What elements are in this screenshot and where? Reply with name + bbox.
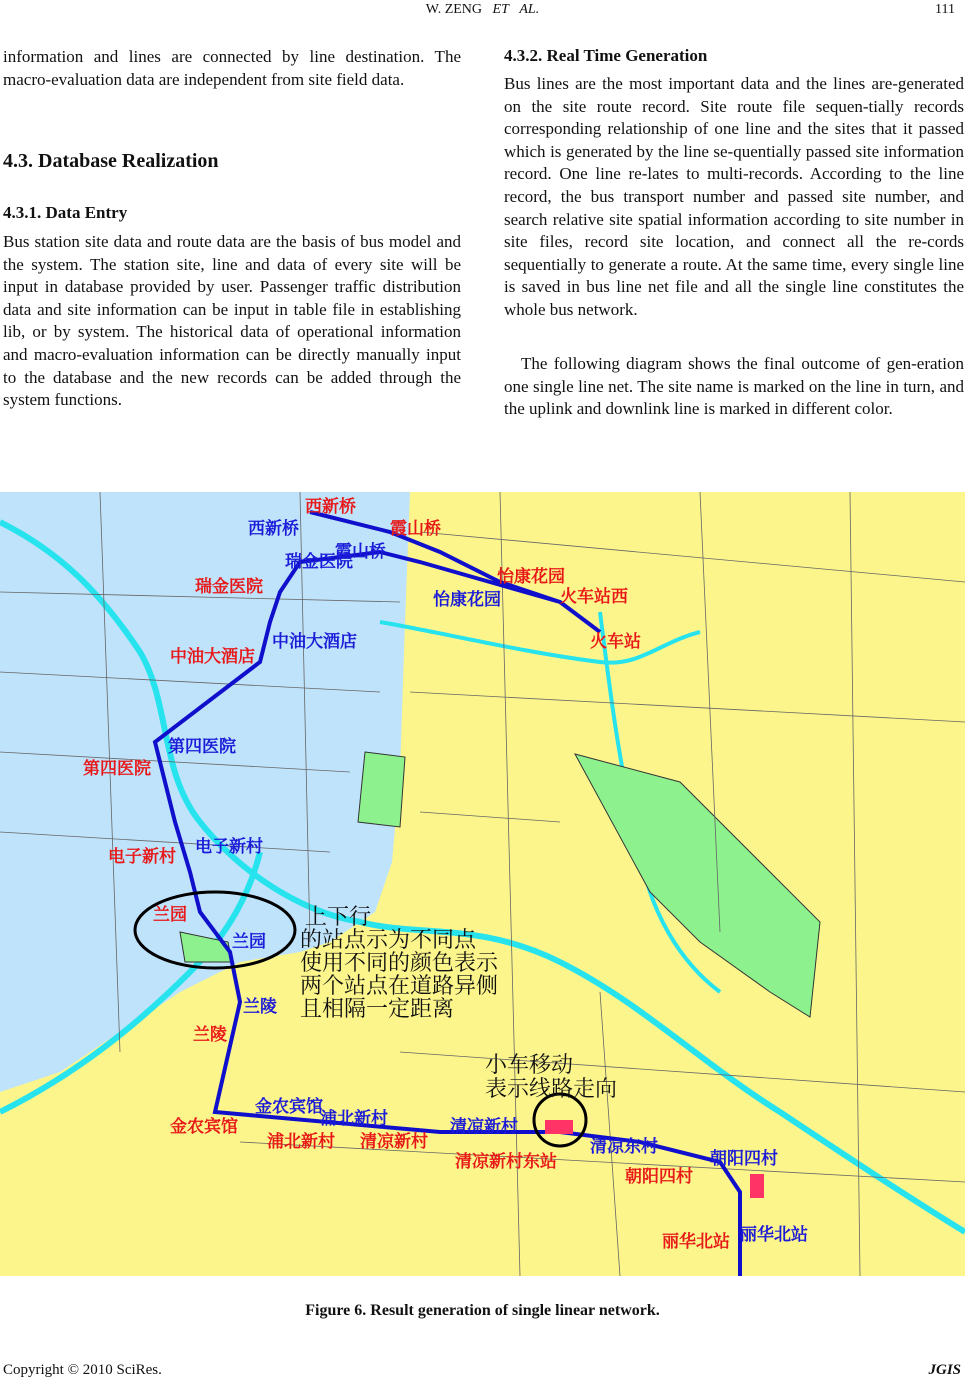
blue-station-label-4: 中油大酒店 <box>272 632 357 652</box>
red-station-label-12: 浦北新村 <box>267 1132 335 1152</box>
annotation-1-line-5: 且相隔一定距离 <box>300 997 455 1022</box>
annotation-2-line-1: 小车移动 <box>485 1053 574 1078</box>
blue-station-label-7: 兰园 <box>232 932 266 952</box>
blue-station-label-5: 第四医院 <box>168 737 236 757</box>
red-station-label-16: 丽华北站 <box>662 1232 730 1252</box>
annotation-2-line-2: 表示线路走向 <box>485 1077 618 1102</box>
blue-station-label-12: 清凉东村 <box>590 1137 658 1157</box>
footer-copyright: Copyright © 2010 SciRes. <box>3 1362 162 1378</box>
bus-network-map <box>0 492 965 1276</box>
left-paragraph-2: Bus station site data and route data are the basis of bus model and the system. The station site, line and data of every site will be input in database provided by user. Passenger traffic distribution data and site information can be input in table file in establishing lib, or by system. The historical data of operational information and macro-evaluation information can be directly manually input to the database and the new records can be added through the system functions. <box>3 232 461 410</box>
park-centre <box>358 752 405 827</box>
blue-station-label-2: 霞山桥 <box>335 542 386 562</box>
blue-station-label-14: 丽华北站 <box>740 1225 808 1245</box>
red-station-label-6: 中油大酒店 <box>170 647 255 667</box>
bus-marker-2 <box>750 1174 764 1198</box>
red-station-label-1: 霞山桥 <box>390 519 441 539</box>
right-paragraph-2: The following diagram shows the final outcome of gen-eration one single line net. The site name is marked on the line in turn, and the uplink and downlink line is marked in different color. <box>504 354 964 419</box>
blue-station-label-6: 电子新村 <box>195 837 263 857</box>
blue-station-label-8: 兰陵 <box>243 997 277 1017</box>
running-header <box>0 2 965 18</box>
right-subsection-heading: 4.3.2. Real Time Generation <box>504 46 708 65</box>
red-station-label-3: 怡康花园 <box>497 567 565 587</box>
blue-station-label-10: 浦北新村 <box>320 1109 388 1129</box>
red-station-label-9: 兰园 <box>153 905 187 925</box>
red-station-label-0: 西新桥 <box>305 497 356 517</box>
header-authors: W. ZENG <box>425 2 483 17</box>
blue-station-label-11: 清凉新村 <box>450 1117 518 1137</box>
bus-marker <box>545 1120 573 1134</box>
right-paragraph-1: Bus lines are the most important data and the lines are-generated on the site route record. Site route file sequen-tially records corresponding relationship of one line and the sites that it passed which is generated by the line se-quentially passed site information record. One line re-lates to multi-records. According to the line record, the bus transport number and passed site number, and search relative site spatial information according to site number in site files, record site location, and connect all the re-cords sequentially to generate a route. At the same time, every single line is saved in bus line net file and all the single line constitutes the whole bus network. <box>504 74 964 319</box>
annotation-1-line-3: 使用不同的颜色表示 <box>300 951 499 976</box>
blue-station-label-3: 怡康花园 <box>433 590 501 610</box>
left-subsection-heading: 4.3.1. Data Entry <box>3 203 128 222</box>
red-station-label-2: 瑞金医院 <box>195 577 263 597</box>
annotation-1-line-2: 的站点示为不同点 <box>300 928 477 953</box>
red-station-label-4: 火车站西 <box>560 587 628 607</box>
header-al: AL. <box>519 2 540 17</box>
figure-caption: Figure 6. Result generation of single linear network. <box>305 1302 660 1319</box>
section-heading: 4.3. Database Realization <box>3 150 219 172</box>
red-station-label-5: 火车站 <box>590 632 641 652</box>
red-station-label-15: 朝阳四村 <box>625 1167 693 1187</box>
red-station-label-14: 清凉新村东站 <box>455 1152 557 1172</box>
annotation-1-line-4: 两个站点在道路异侧 <box>300 974 499 999</box>
blue-station-label-9: 金农宾馆 <box>255 1097 323 1117</box>
blue-station-label-1: 瑞金医院 <box>285 552 353 572</box>
header-etal: ET <box>492 2 509 17</box>
footer-journal: JGIS <box>928 1362 961 1378</box>
red-station-label-8: 电子新村 <box>108 847 176 867</box>
red-station-label-11: 金农宾馆 <box>170 1117 238 1137</box>
red-station-label-7: 第四医院 <box>83 759 151 779</box>
red-station-label-13: 清凉新村 <box>360 1132 428 1152</box>
blue-station-label-0: 西新桥 <box>248 519 299 539</box>
page-number: 111 <box>935 2 955 17</box>
left-paragraph-1: information and lines are connected by line destination. The macro-evaluation data are independent from site field data. <box>3 47 461 89</box>
annotation-1-line-1: 上下行 <box>305 905 372 930</box>
red-station-label-10: 兰陵 <box>193 1025 227 1045</box>
blue-station-label-13: 朝阳四村 <box>710 1149 778 1169</box>
